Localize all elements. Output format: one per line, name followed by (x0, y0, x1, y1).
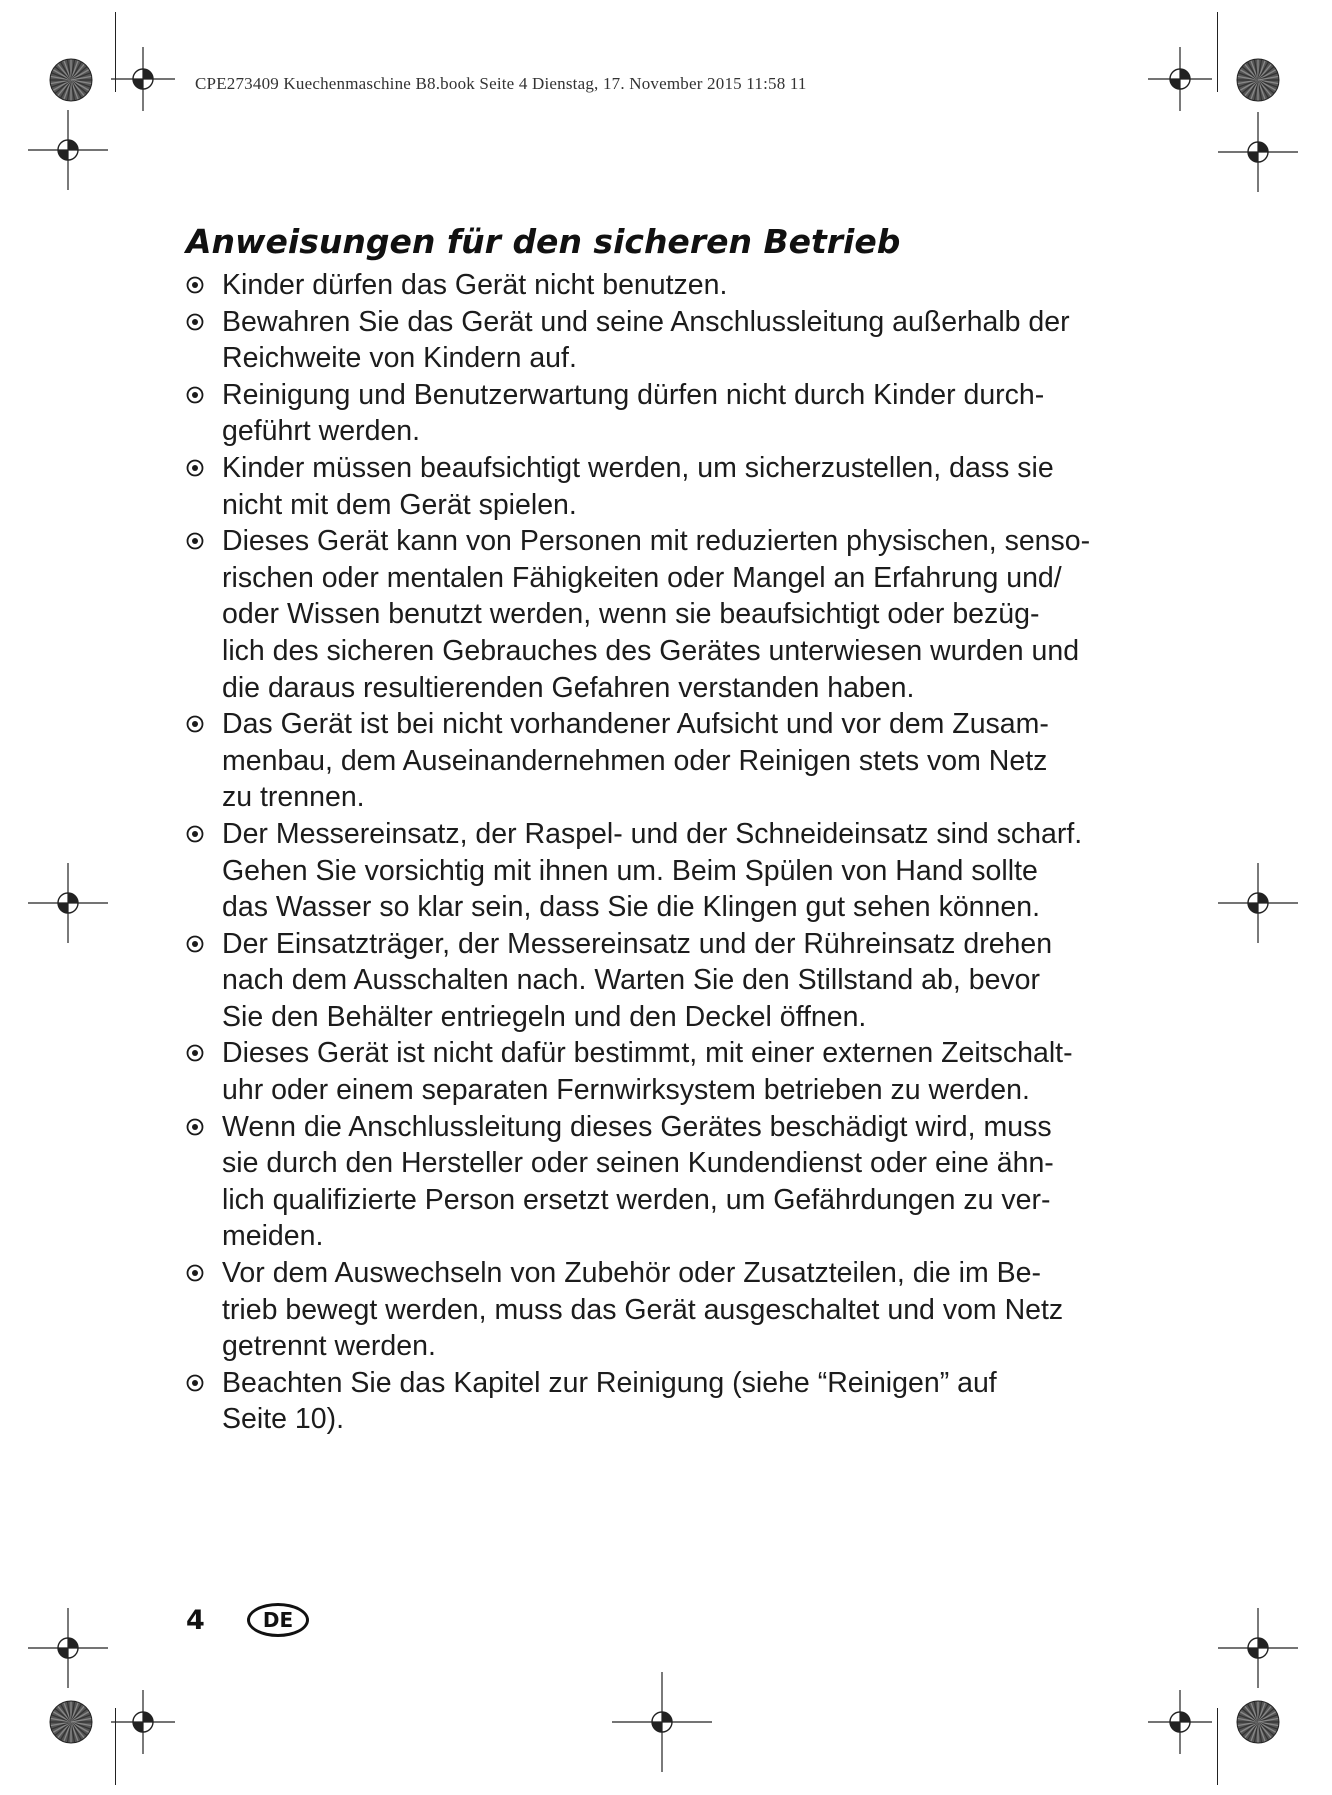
list-item (186, 304, 1106, 377)
list-item-line: rischen oder mentalen Fähigkeiten oder Mangel an Erfahrung und/ (222, 561, 1062, 594)
circled-dot-bullet-icon (186, 276, 204, 294)
list-item-line: Sie den Behälter entriegeln und den Deckel öffnen. (222, 1000, 867, 1033)
list-item-line: meiden. (222, 1220, 324, 1253)
crosshair-registration-mark-icon (1148, 47, 1212, 111)
circled-dot-bullet-icon (186, 1374, 204, 1392)
list-item-line: Seite 10). (222, 1403, 344, 1436)
circled-dot-bullet-icon (186, 459, 204, 477)
circled-dot-bullet-icon (186, 715, 204, 733)
crosshair-registration-mark-icon (111, 1690, 175, 1754)
list-item-line: Gehen Sie vorsichtig mit ihnen um. Beim Spülen von Hand sollte (222, 854, 1038, 887)
sunburst-color-target-icon (49, 58, 93, 102)
list-item-line: Beachten Sie das Kapitel zur Reinigung (siehe “Reinigen” auf (222, 1366, 997, 1399)
crosshair-registration-mark-icon (1218, 863, 1298, 943)
list-item (186, 523, 1106, 706)
list-item-line: sie durch den Hersteller oder seinen Kundendienst oder eine ähn- (222, 1147, 1054, 1180)
crop-mark-line (1217, 1708, 1218, 1785)
language-badge-label: DE (262, 1608, 294, 1632)
language-badge (247, 1603, 309, 1637)
list-item-line: das Wasser so klar sein, dass Sie die Klingen gut sehen können. (222, 891, 1040, 924)
list-item-line: geführt werden. (222, 415, 421, 448)
crosshair-registration-mark-icon (1148, 1690, 1212, 1754)
list-item-line: die daraus resultierenden Gefahren verstanden haben. (222, 671, 915, 704)
list-item-line: Dieses Gerät kann von Personen mit reduzierten physischen, senso- (222, 525, 1091, 558)
sunburst-color-target-icon (1236, 1700, 1280, 1744)
crop-mark-line (115, 1708, 116, 1785)
list-item-line: Vor dem Auswechseln von Zubehör oder Zusatzteilen, die im Be- (222, 1257, 1042, 1290)
section-title: Anweisungen für den sicheren Betrieb (186, 222, 901, 261)
list-item (186, 1109, 1106, 1255)
circled-dot-bullet-icon (186, 825, 204, 843)
sunburst-color-target-icon (1236, 58, 1280, 102)
circled-dot-bullet-icon (186, 386, 204, 404)
list-item-line: Reinigung und Benutzerwartung dürfen nicht durch Kinder durch- (222, 378, 1045, 411)
sunburst-color-target-icon (49, 1700, 93, 1744)
list-item (186, 1255, 1106, 1365)
circled-dot-bullet-icon (186, 1044, 204, 1062)
list-item-line: Reichweite von Kindern auf. (222, 342, 577, 375)
crosshair-registration-mark-icon (612, 1672, 712, 1772)
list-item-line: Bewahren Sie das Gerät und seine Anschlussleitung außerhalb der (222, 305, 1070, 338)
list-item-line: Der Messereinsatz, der Raspel- und der Schneideinsatz sind scharf. (222, 817, 1083, 850)
list-item-line: oder Wissen benutzt werden, wenn sie beaufsichtigt oder bezüg- (222, 598, 1040, 631)
crop-mark-line (115, 12, 116, 92)
crosshair-registration-mark-icon (28, 110, 108, 190)
list-item-line: Dieses Gerät ist nicht dafür bestimmt, mit einer externen Zeitschalt- (222, 1037, 1073, 1070)
page-number: 4 (186, 1605, 205, 1636)
crosshair-registration-mark-icon (28, 863, 108, 943)
list-item-line: nicht mit dem Gerät spielen. (222, 488, 577, 521)
list-item (186, 377, 1106, 450)
list-item-line: Das Gerät ist bei nicht vorhandener Aufsicht und vor dem Zusam- (222, 708, 1049, 741)
crosshair-registration-mark-icon (28, 1608, 108, 1688)
list-item-line: nach dem Ausschalten nach. Warten Sie den Stillstand ab, bevor (222, 964, 1041, 997)
list-item-line: zu trennen. (222, 781, 365, 814)
list-item-line: Wenn die Anschlussleitung dieses Gerätes beschädigt wird, muss (222, 1110, 1052, 1143)
circled-dot-bullet-icon (186, 935, 204, 953)
list-item-line: getrennt werden. (222, 1330, 436, 1363)
circled-dot-bullet-icon (186, 1118, 204, 1136)
list-item (186, 1365, 1106, 1438)
circled-dot-bullet-icon (186, 313, 204, 331)
list-item-line: Kinder müssen beaufsichtigt werden, um sicherzustellen, dass sie (222, 451, 1054, 484)
crosshair-registration-mark-icon (111, 47, 175, 111)
crosshair-registration-mark-icon (1218, 1608, 1298, 1688)
list-item-line: Der Einsatzträger, der Messereinsatz und der Rühreinsatz drehen (222, 927, 1053, 960)
list-item-line: lich des sicheren Gebrauches des Gerätes unterwiesen wurden und (222, 634, 1080, 667)
safety-instructions-list (186, 267, 1106, 1438)
list-item (186, 450, 1106, 523)
list-item (186, 926, 1106, 1036)
list-item (186, 1035, 1106, 1108)
list-item-line: trieb bewegt werden, muss das Gerät ausgeschaltet und vom Netz (222, 1293, 1064, 1326)
list-item (186, 706, 1106, 816)
crosshair-registration-mark-icon (1218, 112, 1298, 192)
circled-dot-bullet-icon (186, 1264, 204, 1282)
list-item-line: uhr oder einem separaten Fernwirksystem betrieben zu werden. (222, 1074, 1030, 1107)
circled-dot-bullet-icon (186, 532, 204, 550)
list-item (186, 816, 1106, 926)
list-item (186, 267, 1106, 304)
print-header-line: CPE273409 Kuechenmaschine B8.book Seite 4 Dienstag, 17. November 2015 11:58 11 (195, 74, 807, 93)
list-item-line: Kinder dürfen das Gerät nicht benutzen. (222, 269, 728, 301)
crop-mark-line (1217, 12, 1218, 92)
list-item-line: lich qualifizierte Person ersetzt werden, um Gefährdungen zu ver- (222, 1183, 1051, 1216)
list-item-line: menbau, dem Auseinandernehmen oder Reinigen stets vom Netz (222, 744, 1048, 777)
